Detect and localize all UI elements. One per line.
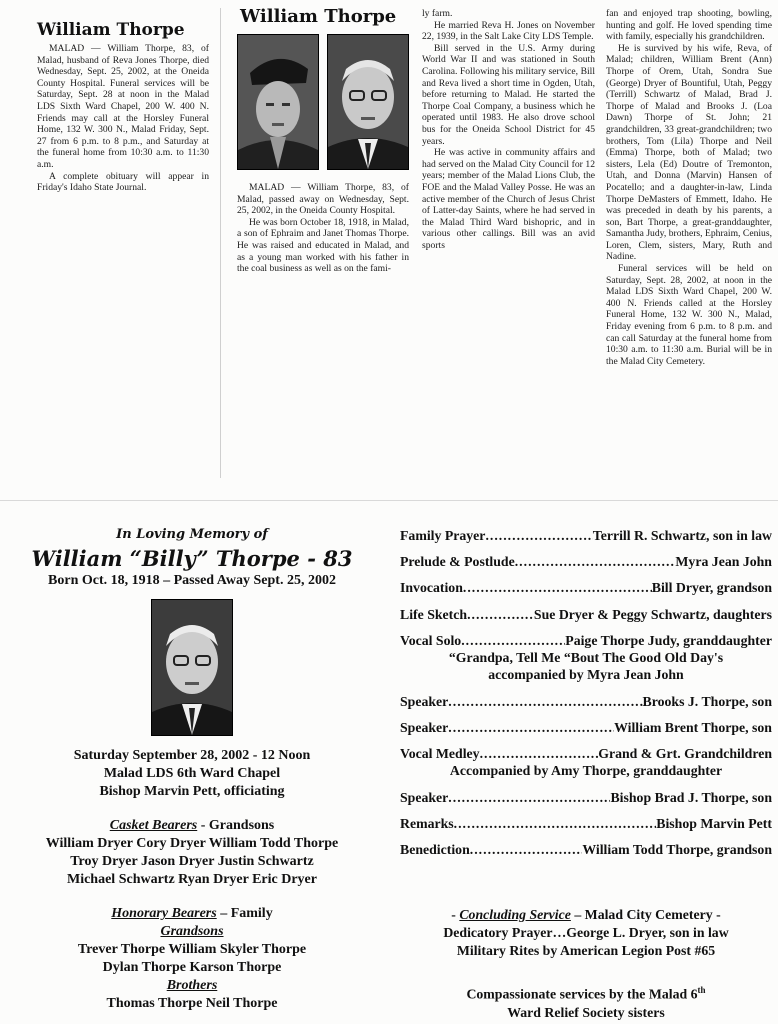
program-row <box>400 693 772 710</box>
leader-dots <box>485 527 592 544</box>
program-person: Brooks J. Thorpe, son <box>642 693 772 709</box>
leader-dots <box>480 745 599 762</box>
service-date: Saturday September 28, 2002 - 12 Noon <box>73 748 311 763</box>
clip4-paragraph: fan and enjoyed trap shooting, bowling, hunting and golf. He loved spending time with family, especially his grandchildren. <box>606 8 772 43</box>
program-row <box>400 719 772 736</box>
leader-dots <box>515 553 676 570</box>
leader-dots <box>461 632 565 649</box>
memorial-name: William “Billy” Thorpe - 83 <box>31 546 353 571</box>
casket-bearers-suffix: - Grandsons <box>197 818 275 833</box>
program-role: Speaker <box>400 719 449 735</box>
concluding-label: Concluding Service <box>459 907 571 922</box>
in-loving-memory: In Loving Memory of <box>116 527 268 542</box>
clip2-title: William Thorpe <box>240 6 397 27</box>
grandsons-line: Dylan Thorpe Karson Thorpe <box>102 960 282 975</box>
program-list <box>400 527 772 858</box>
casket-bearers-line: William Dryer Cory Dryer William Todd Thorpe <box>45 836 339 851</box>
relief-line-1 <box>400 985 772 1004</box>
clip2-paragraph: He was born October 18, 1918, in Malad, a son of Ephraim and Janet Thomas Thorpe. He was raised and educated in Malad, and as a young man worked with his father in the coal business as well as on the fami- <box>237 216 409 275</box>
program-row <box>400 553 772 570</box>
program-row <box>400 815 772 832</box>
leader-dots <box>448 719 614 736</box>
brothers-label: Brothers <box>166 978 218 993</box>
soldier-portrait-photo <box>237 34 319 170</box>
casket-bearers-label: Casket Bearers <box>109 818 198 833</box>
program-role: Family Prayer <box>400 528 486 543</box>
clip4-paragraph: He is survived by his wife, Reva, of Malad; children, William Brent (Ann) Thorpe of Orem, Utah, Sondra Sue (George) Dryer of Bountiful, Utah, Peggy (Terrill) Schwartz of Malad, Brad J. Thorpe of Malad and Brooks J. (Loa Dawn) Thorpe of St. John; 21 grandchildren, 33 great-grandchildren; two brothers, Tom (Lila) Thorpe and Neil (Emma) Thorpe, both of Malad; two sisters, Lela (Ed) Doutre of Tremonton, Utah, and Donna (Marvin) Hansen of Pocatello; and a daughter-in-law, Linda Thorpe DeMasters of Emmett, Idaho. He was preceded in death by his parents, a son, Bart Thorpe, a great-granddaughter, Samantha Judy, brothers, Ephraim, Cenius, Loren, Clem, sisters, Mary, Ruth and Nadine. <box>606 42 772 263</box>
program-role: Life Sketch <box>400 606 468 622</box>
program-person: Myra Jean John <box>675 554 772 570</box>
program-row <box>400 632 772 649</box>
program-role: Speaker <box>400 693 449 709</box>
concluding-suffix: – Malad City Cemetery - <box>570 907 721 922</box>
clip1-paragraph: MALAD — William Thorpe, 83, of Malad, husband of Reva Jones Thorpe, died Wednesday, Sept. 25, 2002, at the Oneida County Hospital. Funeral services will be Saturday, Sept. 28 at noon in the Malad LDS Sixth Ward Chapel, 200 W. 400 N. Friends may call at the Horsley Funeral Home, 132 W. 300 N., Malad Friday, Sept. 27 from 6 p.m. to 8 p.m., and Saturday at the funeral home from 10:30 a.m. to 11:30 a.m. <box>37 43 209 170</box>
program-row <box>400 527 772 544</box>
casket-bearers-line: Troy Dryer Jason Dryer Justin Schwartz <box>70 854 314 869</box>
relief-text: Compassionate services by the Malad 6 <box>466 986 698 1002</box>
casket-bearers-heading <box>0 818 384 835</box>
brothers-line: Thomas Thorpe Neil Thorpe <box>106 996 278 1011</box>
program-person: Bill Dryer, grandson <box>651 580 772 596</box>
relief-superscript: th <box>697 985 706 995</box>
concluding-service <box>400 906 772 960</box>
honorary-bearers-label: Honorary Bearers <box>111 906 217 921</box>
honorary-bearers-heading <box>0 906 384 923</box>
program-row <box>400 745 772 762</box>
program-row <box>400 841 772 858</box>
elderly-portrait-photo <box>327 34 409 170</box>
casket-bearers-line: Michael Schwartz Ryan Dryer Eric Dryer <box>66 872 317 887</box>
leader-dots <box>448 789 610 806</box>
program-person: Terrill R. Schwartz, son in law <box>592 528 772 543</box>
program-row <box>400 606 772 623</box>
clip4-body <box>606 8 772 456</box>
song-title: “Grandpa, Tell Me “Bout The Good Old Day's <box>448 650 724 666</box>
clip4-paragraph: Funeral services will be held on Saturday, Sept. 28, 2002, at noon in the Malad LDS Sixth Ward Chapel, 200 W. 400 N. Friends called at the Horsley Funeral Home, 132 W. 300 N., Malad, Friday evening from 6 p.m. to 8 p.m. and can call Saturday at the funeral home from 10:30 a.m. to 11:30 a.m. Burial will be in the Malad City Cemetery. <box>606 263 772 367</box>
program-person: Sue Dryer & Peggy Schwartz, daughters <box>533 606 772 622</box>
clip2-paragraph: MALAD — William Thorpe, 83, of Malad, passed away on Wednesday, Sept. 25, 2002, in the Oneida County Hospital. <box>237 182 409 217</box>
leader-dots <box>448 693 642 710</box>
dedicatory-prayer: Dedicatory Prayer…George L. Dryer, son in law <box>443 924 729 940</box>
program-person: Bishop Brad J. Thorpe, son <box>610 789 772 805</box>
program-role: Invocation <box>400 580 463 596</box>
concluding-heading <box>400 906 772 924</box>
grandsons-heading <box>0 924 384 941</box>
relief-line-2: Ward Relief Society sisters <box>507 1004 665 1020</box>
memorial-portrait-photo <box>151 599 233 736</box>
program-person: William Todd Thorpe, grandson <box>582 842 772 858</box>
clip1-body <box>37 43 209 223</box>
leader-dots <box>470 841 583 858</box>
medley-accompanist: Accompanied by Amy Thorpe, granddaughter <box>449 763 723 779</box>
concluding-prefix: - <box>451 907 460 922</box>
leader-dots <box>454 815 657 832</box>
grandsons-line: Trever Thorpe William Skyler Thorpe <box>77 942 307 957</box>
program-person: William Brent Thorpe, son <box>614 719 772 735</box>
program-role: Vocal Solo <box>400 632 462 648</box>
honorary-bearers-suffix: – Family <box>216 906 273 921</box>
program-row <box>400 789 772 806</box>
program-row <box>400 579 772 596</box>
column-rule <box>220 8 221 478</box>
officiating: Bishop Marvin Pett, officiating <box>99 784 285 799</box>
clip3-paragraph: ly farm. <box>422 8 453 19</box>
program-person: Bishop Marvin Pett <box>656 815 772 831</box>
program-person: Grand & Grt. Grandchildren <box>598 746 772 762</box>
program-role: Benediction <box>400 842 470 858</box>
clip2-body <box>237 182 409 332</box>
clip3-body <box>422 8 595 313</box>
leader-dots <box>467 606 534 623</box>
clip1-title: William Thorpe <box>37 20 185 40</box>
service-chapel: Malad LDS 6th Ward Chapel <box>103 766 281 781</box>
brothers-heading <box>0 978 384 995</box>
memorial-dates: Born Oct. 18, 1918 – Passed Away Sept. 25, 2002 <box>48 573 336 588</box>
clip3-paragraph: Bill served in the U.S. Army during World War II and was stationed in South Carolina. Following his military service, Bill and Reva lived a short time in Ogden, Utah, before returning to Malad. He started the Thorpe Coal Company, a business which he operated until 1983. He also drove school bus for the Oneida School District for 45 years. <box>422 42 595 147</box>
clip3-paragraph: He was active in community affairs and had served on the Malad City Council for 12 years; member of the Malad Lions Club, the FOE and the Malad Valley Posse. He was an active member of the Church of Jesus Christ of Latter-day Saints, where he had served in the Malad Third Ward bishopric, and in various other callings. Bill was an avid sports <box>422 147 595 251</box>
military-rites: Military Rites by American Legion Post #65 <box>456 942 716 958</box>
program-role: Vocal Medley <box>400 746 480 762</box>
program-role: Speaker <box>400 789 449 805</box>
leader-dots <box>463 579 652 596</box>
section-divider <box>0 500 778 501</box>
clip3-paragraph: He married Reva H. Jones on November 22, 1939, in the Salt Lake City LDS Temple. <box>422 19 595 43</box>
program-role: Prelude & Postlude <box>400 554 515 570</box>
song-accompanist: accompanied by Myra Jean John <box>488 667 684 683</box>
relief-society-note <box>400 985 772 1021</box>
grandsons-label: Grandsons <box>160 924 224 939</box>
program-person: Paige Thorpe Judy, granddaughter <box>565 632 772 648</box>
program-role: Remarks <box>400 815 454 831</box>
clip1-paragraph: A complete obituary will appear in Friday's Idaho State Journal. <box>37 170 209 194</box>
